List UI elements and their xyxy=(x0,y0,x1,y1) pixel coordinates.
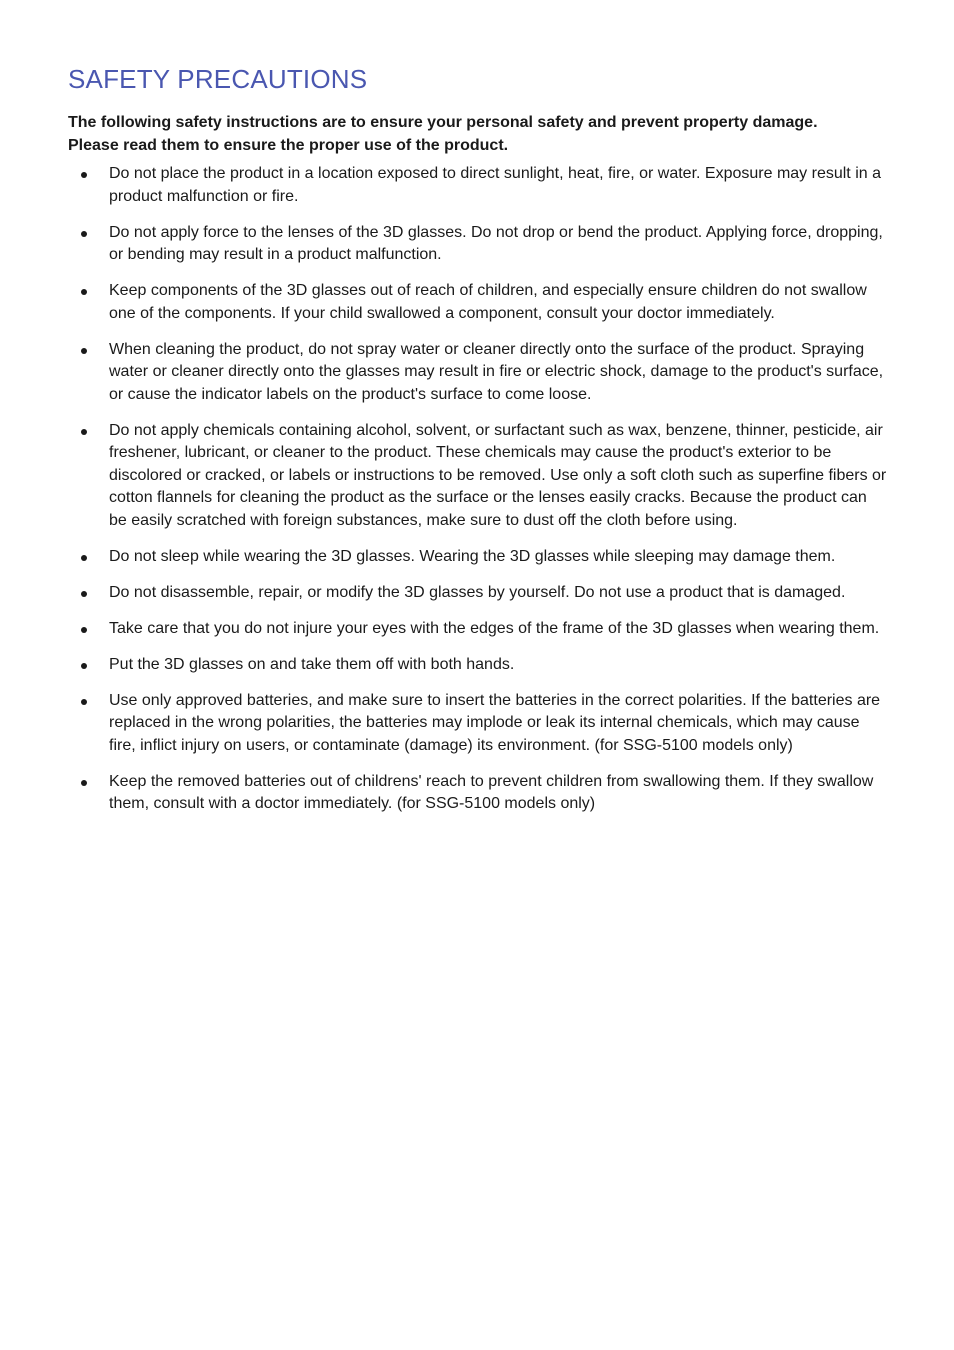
intro-line-2: Please read them to ensure the proper use of the product. xyxy=(68,136,509,154)
list-item xyxy=(68,222,888,267)
list-item-text: Do not apply force to the lenses of the 3D glasses. Do not drop or bend the product. Applying force, dropping, or bending may result in a product malfunction. xyxy=(109,223,883,263)
precautions-list xyxy=(68,163,888,816)
list-item-text: Do not sleep while wearing the 3D glasses. Wearing the 3D glasses while sleeping may damage them. xyxy=(109,547,836,565)
bullet-icon xyxy=(81,780,87,786)
list-item xyxy=(68,771,888,816)
document-page xyxy=(68,60,888,829)
list-item xyxy=(68,654,888,677)
list-item xyxy=(68,546,888,569)
list-item-text: Do not place the product in a location exposed to direct sunlight, heat, fire, or water. Exposure may result in a product malfunction or fire. xyxy=(109,165,881,205)
bullet-icon xyxy=(81,289,87,295)
list-item xyxy=(68,280,888,325)
list-item-text: Keep the removed batteries out of childrens' reach to prevent children from swallowing them. If they swallow them, consult with a doctor immediately. (for SSG-5100 models only) xyxy=(109,772,874,812)
bullet-icon xyxy=(81,231,87,237)
list-item-text: Do not disassemble, repair, or modify the 3D glasses by yourself. Do not use a product that is damaged. xyxy=(109,583,846,601)
bullet-icon xyxy=(81,348,87,354)
intro-paragraph xyxy=(68,112,888,157)
bullet-icon xyxy=(81,663,87,669)
intro-line-1: The following safety instructions are to ensure your personal safety and prevent property damage. xyxy=(68,114,818,131)
list-item xyxy=(68,690,888,758)
list-item-text: When cleaning the product, do not spray water or cleaner directly onto the surface of the product. Spraying water or cleaner directly onto the glasses may result in fire or electric shock, damage to the product's surface, or cause the indicator labels on the product's surface to come loose. xyxy=(109,340,884,403)
list-item-text: Use only approved batteries, and make sure to insert the batteries in the correct polarities. If the batteries are replaced in the wrong polarities, the batteries may implode or leak its internal chemicals, which may cause fire, inflict injury on users, or contaminate (damage) its environment. (for SSG-5100 models only) xyxy=(109,691,881,754)
bullet-icon xyxy=(81,555,87,561)
list-item xyxy=(68,420,888,533)
list-item xyxy=(68,163,888,208)
list-item xyxy=(68,618,888,641)
bullet-icon xyxy=(81,699,87,705)
bullet-icon xyxy=(81,429,87,435)
list-item-text: Take care that you do not injure your eyes with the edges of the frame of the 3D glasses when wearing them. xyxy=(109,619,880,637)
bullet-icon xyxy=(81,591,87,597)
list-item-text: Keep components of the 3D glasses out of reach of children, and especially ensure children do not swallow one of the components. If your child swallowed a component, consult your doctor immediately. xyxy=(109,282,867,322)
bullet-icon xyxy=(81,172,87,178)
page-title: SAFETY PRECAUTIONS xyxy=(68,64,368,94)
bullet-icon xyxy=(81,627,87,633)
list-item-text: Do not apply chemicals containing alcohol, solvent, or surfactant such as wax, benzene, thinner, pesticide, air freshener, lubricant, or cleaner to the product. These chemicals may cause the product's exterior to be discolored or cracked, or labels or instructions to be removed. Use only a soft cloth such as superfine fibers or cotton flannels for cleaning the product as the surface or the lenses easily cracks. Because the product can be easily scratched with foreign substances, make sure to dust off the cloth before using. xyxy=(109,421,887,529)
list-item-text: Put the 3D glasses on and take them off with both hands. xyxy=(109,655,515,673)
list-item xyxy=(68,339,888,407)
list-item xyxy=(68,582,888,605)
